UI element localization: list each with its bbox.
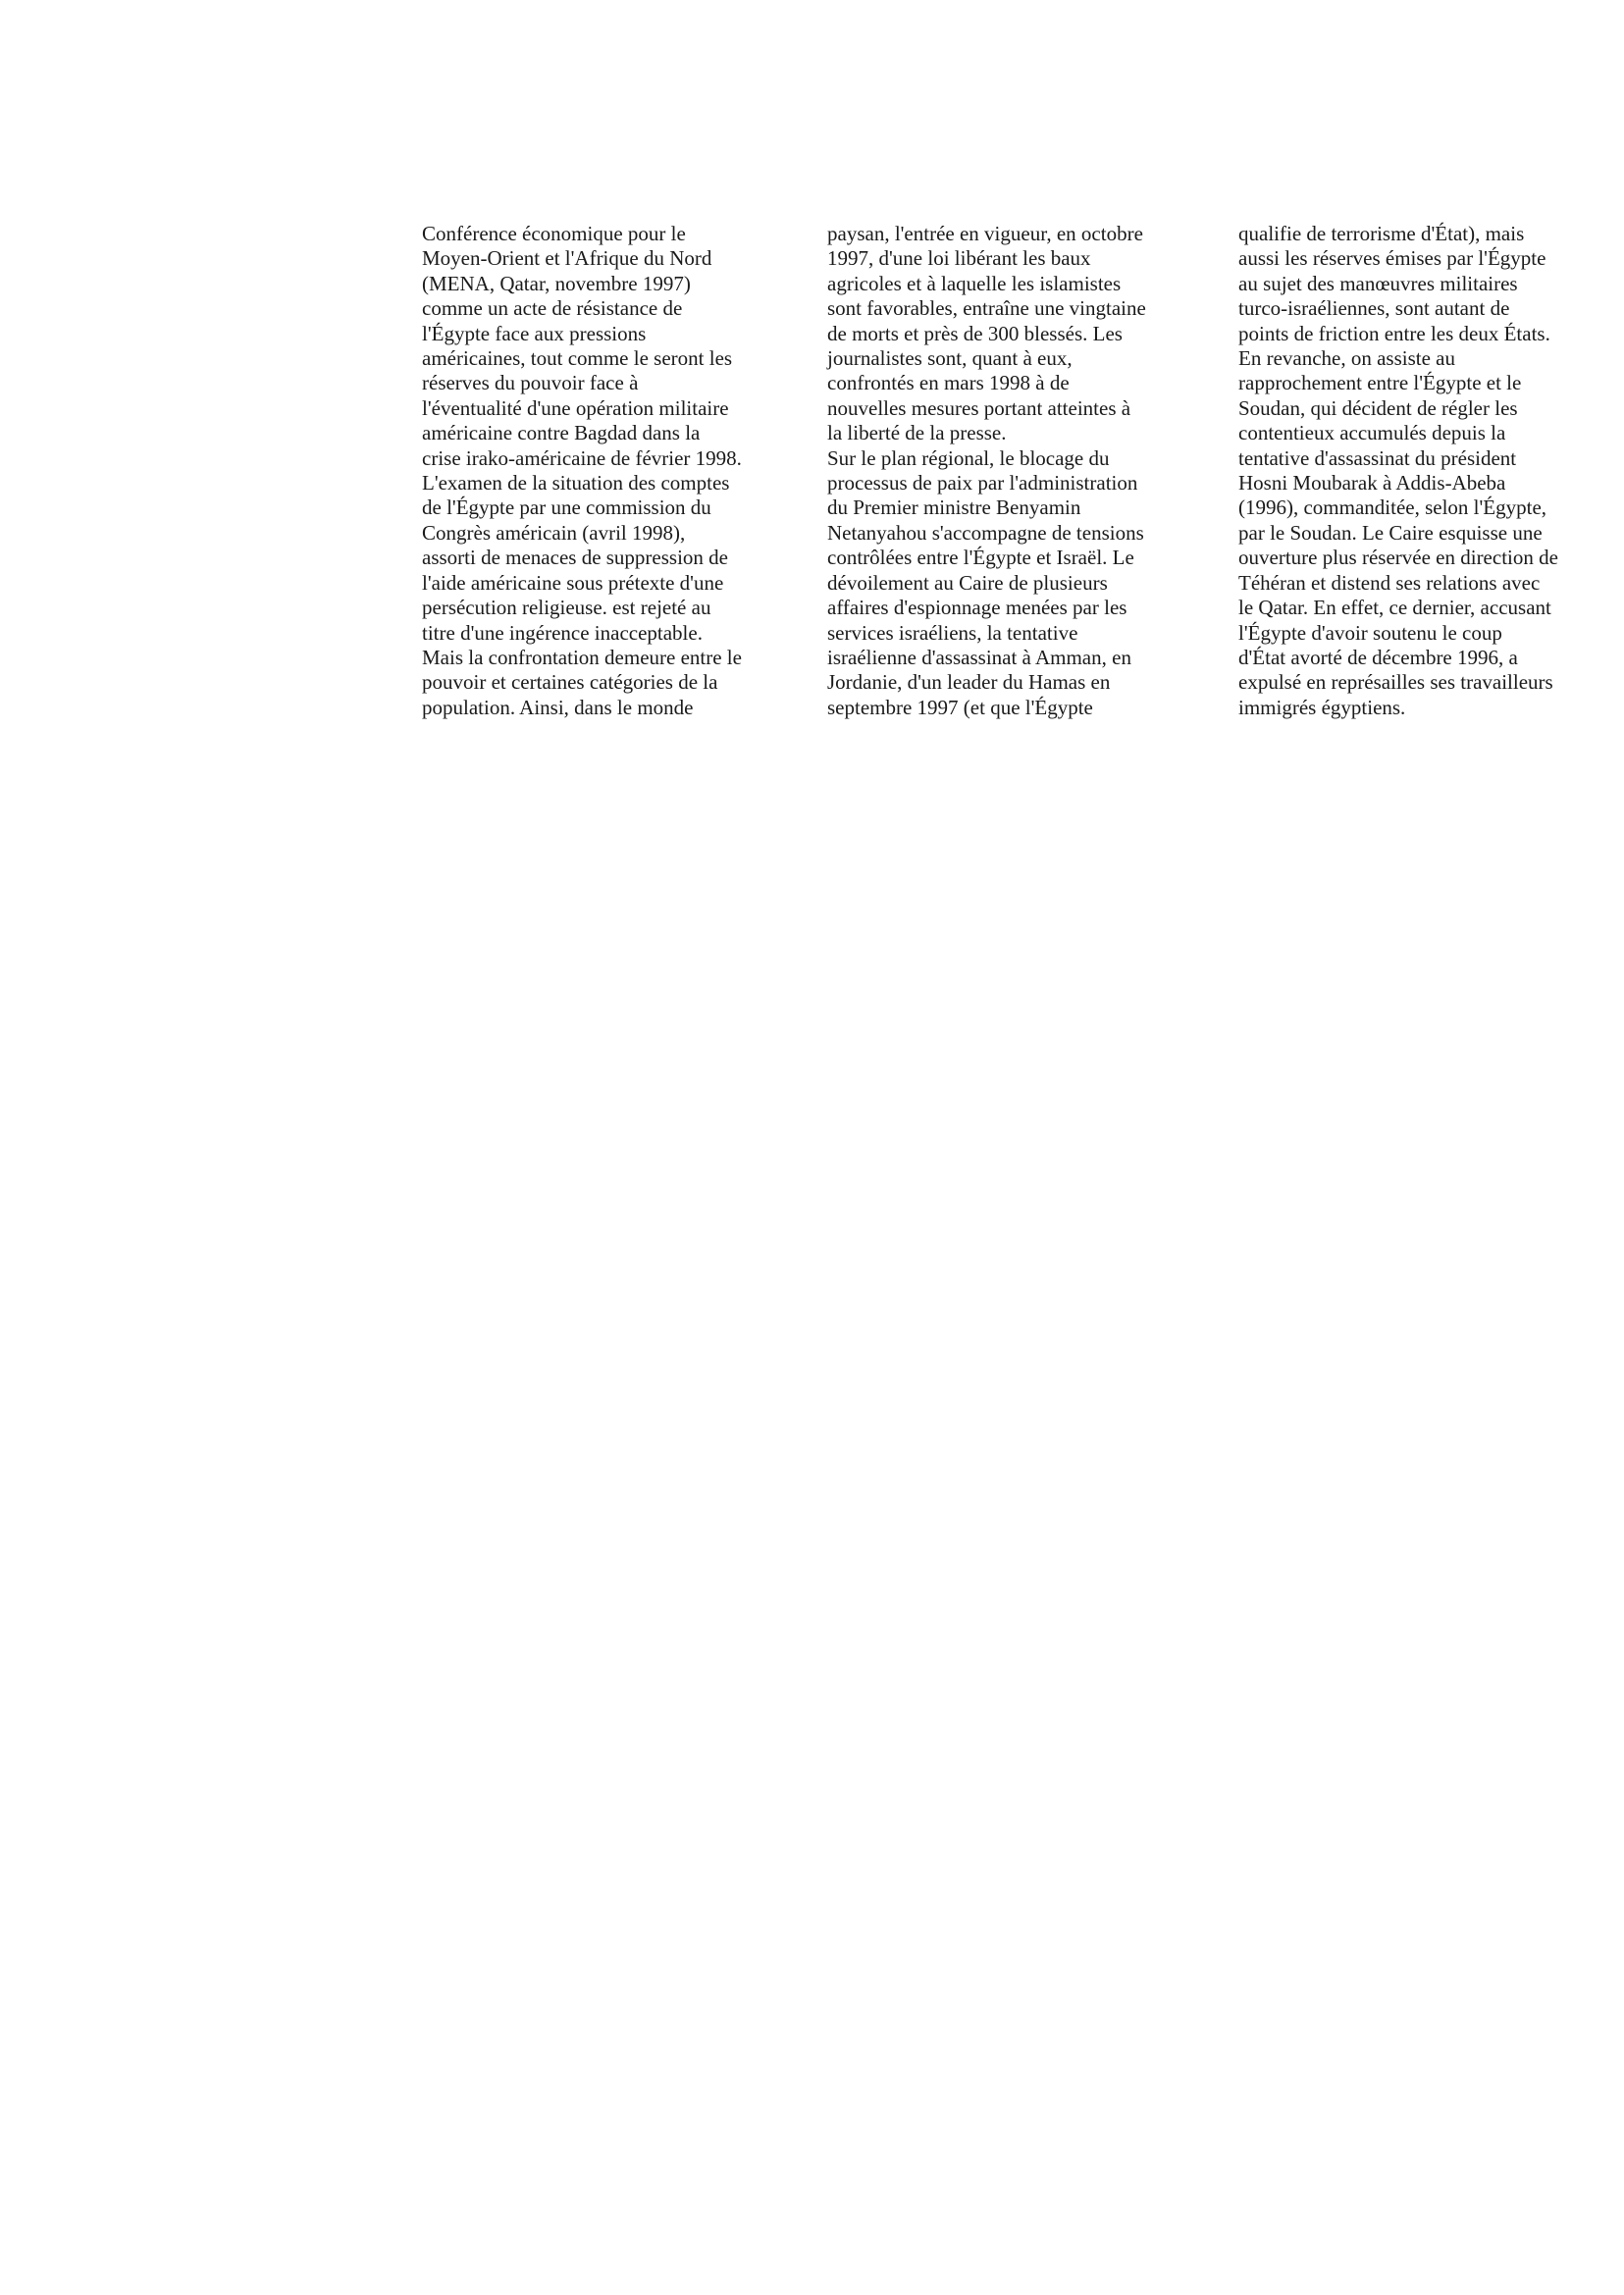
text-column-1 [422, 222, 810, 720]
text-line: contentieux accumulés depuis la [1238, 421, 1506, 445]
text-line: réserves du pouvoir face à [422, 371, 639, 395]
text-line: L'examen de la situation des comptes [422, 471, 730, 496]
text-line: Netanyahou s'accompagne de tensions [827, 520, 1144, 545]
text-line: Hosni Moubarak à Addis-Abeba [1238, 471, 1506, 496]
text-line: américaine contre Bagdad dans la [422, 421, 701, 445]
text-column-3 [1238, 222, 1616, 720]
text-line: comme un acte de résistance de [422, 296, 683, 321]
text-line: journalistes sont, quant à eux, [827, 346, 1073, 371]
text-line: la liberté de la presse. [827, 421, 1007, 445]
text-column-2 [827, 222, 1215, 720]
text-line: services israéliens, la tentative [827, 620, 1078, 645]
text-line: Conférence économique pour le [422, 222, 686, 245]
text-line: le Qatar. En effet, ce dernier, accusant [1238, 596, 1551, 620]
text-line: titre d'une ingérence inacceptable. [422, 620, 703, 645]
text-line: sont favorables, entraîne une vingtaine [827, 296, 1146, 321]
text-line: au sujet des manœuvres militaires [1238, 271, 1518, 295]
text-line: (MENA, Qatar, novembre 1997) [422, 271, 691, 295]
text-line: de l'Égypte par une commission du [422, 496, 711, 520]
text-line: 1997, d'une loi libérant les baux [827, 246, 1091, 271]
text-line: crise irako-américaine de février 1998. [422, 445, 742, 470]
text-line: population. Ainsi, dans le monde [422, 695, 694, 719]
text-line: septembre 1997 (et que l'Égypte [827, 695, 1093, 719]
text-line: d'État avorté de décembre 1996, a [1238, 645, 1518, 669]
text-line: paysan, l'entrée en vigueur, en octobre [827, 222, 1143, 245]
text-line: de morts et près de 300 blessés. Les [827, 321, 1123, 345]
text-line: rapprochement entre l'Égypte et le [1238, 371, 1522, 395]
text-line: contrôlées entre l'Égypte et Israël. Le [827, 546, 1134, 570]
text-line: turco-israéliennes, sont autant de [1238, 296, 1510, 321]
text-line: points de friction entre les deux États. [1238, 321, 1550, 345]
text-line: l'Égypte face aux pressions [422, 321, 647, 345]
text-line: affaires d'espionnage menées par les [827, 596, 1127, 620]
text-line: persécution religieuse. est rejeté au [422, 596, 711, 620]
text-line: Jordanie, d'un leader du Hamas en [827, 670, 1111, 695]
text-line: pouvoir et certaines catégories de la [422, 670, 718, 695]
text-line: aussi les réserves émises par l'Égypte [1238, 246, 1546, 271]
text-line: israélienne d'assassinat à Amman, en [827, 645, 1131, 669]
text-line: dévoilement au Caire de plusieurs [827, 570, 1108, 595]
text-line: agricoles et à laquelle les islamistes [827, 271, 1122, 295]
text-line: (1996), commanditée, selon l'Égypte, [1238, 496, 1547, 520]
text-line: immigrés égyptiens. [1238, 695, 1406, 719]
text-line: assorti de menaces de suppression de [422, 546, 728, 570]
text-line: En revanche, on assiste au [1238, 346, 1456, 371]
text-line: tentative d'assassinat du président [1238, 445, 1517, 470]
text-line: nouvelles mesures portant atteintes à [827, 395, 1131, 420]
text-line: qualifie de terrorisme d'État), mais [1238, 222, 1525, 245]
text-line: Téhéran et distend ses relations avec [1238, 570, 1541, 595]
text-line: l'éventualité d'une opération militaire [422, 395, 729, 420]
text-line: expulsé en représailles ses travailleurs [1238, 670, 1553, 695]
text-line: américaines, tout comme le seront les [422, 346, 733, 371]
text-line: par le Soudan. Le Caire esquisse une [1238, 520, 1543, 545]
text-line: Congrès américain (avril 1998), [422, 520, 686, 545]
text-line: processus de paix par l'administration [827, 471, 1138, 496]
text-line: confrontés en mars 1998 à de [827, 371, 1070, 395]
text-line: Moyen-Orient et l'Afrique du Nord [422, 246, 712, 271]
text-line: l'Égypte d'avoir soutenu le coup [1238, 620, 1502, 645]
text-line: ouverture plus réservée en direction de [1238, 546, 1558, 570]
text-line: Mais la confrontation demeure entre le [422, 645, 742, 669]
text-line: Soudan, qui décident de régler les [1238, 395, 1518, 420]
text-line: du Premier ministre Benyamin [827, 496, 1081, 520]
text-line: l'aide américaine sous prétexte d'une [422, 570, 724, 595]
text-line: Sur le plan régional, le blocage du [827, 445, 1110, 470]
